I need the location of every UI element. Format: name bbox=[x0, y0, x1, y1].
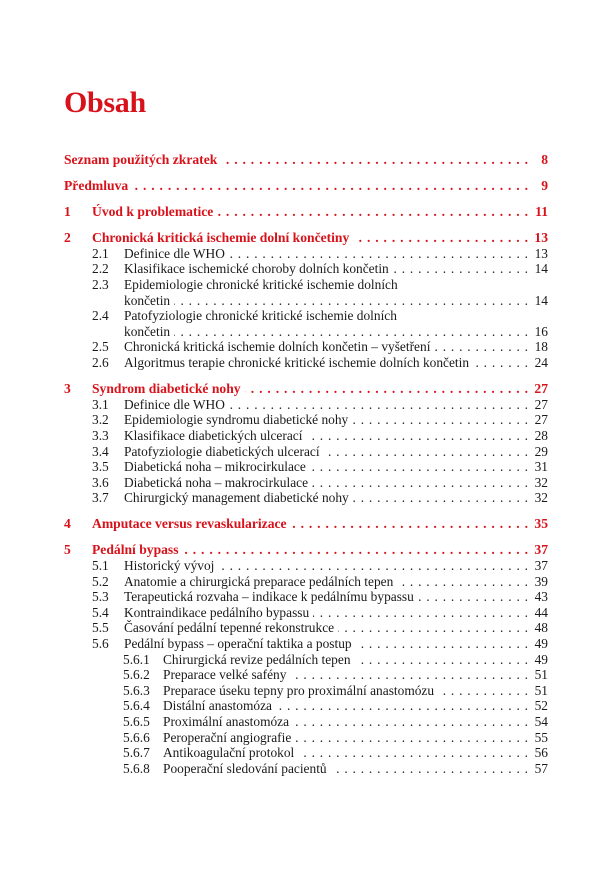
toc-entry-title: Chirurgická revize pedálních tepen bbox=[163, 651, 351, 667]
dot-leader bbox=[353, 230, 528, 246]
dot-leader bbox=[324, 444, 528, 460]
toc-page-number: 48 bbox=[534, 620, 548, 636]
section-number: 3.1 bbox=[92, 396, 109, 412]
toc-page-number: 35 bbox=[534, 516, 548, 532]
subsection-number: 5.6.4 bbox=[123, 698, 150, 714]
toc-page-number: 55 bbox=[534, 729, 548, 745]
toc-section[interactable] bbox=[64, 574, 548, 590]
dot-leader bbox=[229, 246, 528, 262]
toc-entry-title: Peroperační angiografie bbox=[163, 729, 292, 745]
toc-section-continuation[interactable] bbox=[64, 293, 548, 309]
toc-page-number: 57 bbox=[534, 760, 548, 776]
toc-page-number: 9 bbox=[541, 178, 548, 194]
dot-leader bbox=[310, 459, 528, 475]
toc-chapter[interactable] bbox=[64, 516, 548, 532]
toc-page-number: 27 bbox=[534, 412, 548, 428]
toc-entry-title: Patofyziologie diabetických ulcerací bbox=[124, 443, 320, 459]
toc-entry-title: Amputace versus revaskularizace bbox=[92, 516, 287, 532]
toc-page-number: 43 bbox=[534, 589, 548, 605]
chapter-number: 3 bbox=[64, 381, 71, 397]
toc-section[interactable] bbox=[64, 246, 548, 262]
section-number: 5.2 bbox=[92, 573, 109, 589]
toc-page-number: 49 bbox=[534, 651, 548, 667]
section-number: 2.4 bbox=[92, 308, 109, 324]
dot-leader bbox=[295, 730, 528, 746]
dot-leader bbox=[183, 542, 528, 558]
toc-page-number: 24 bbox=[534, 355, 548, 371]
page-title: Obsah bbox=[64, 86, 146, 119]
dot-leader bbox=[221, 152, 528, 168]
section-number: 3.2 bbox=[92, 412, 109, 428]
toc-entry-title: Úvod k problematice bbox=[92, 204, 214, 220]
toc-entry-title: Epidemiologie chronické kritické ischemie dolních bbox=[124, 277, 398, 293]
toc-page-number: 13 bbox=[534, 230, 548, 246]
toc-section[interactable] bbox=[64, 620, 548, 636]
dot-leader bbox=[352, 412, 528, 428]
dot-leader bbox=[434, 339, 528, 355]
dot-leader bbox=[218, 558, 528, 574]
dot-leader bbox=[356, 636, 528, 652]
dot-leader bbox=[276, 698, 528, 714]
dot-leader bbox=[174, 293, 528, 309]
toc-entry-title: Diabetická noha – mikrocirkulace bbox=[124, 459, 306, 475]
toc-page-number: 52 bbox=[534, 698, 548, 714]
toc-subsection[interactable] bbox=[64, 714, 548, 730]
toc-entry-title: Klasifikace ischemické choroby dolních končetin bbox=[124, 261, 389, 277]
toc-entry-title: Syndrom diabetické nohy bbox=[92, 381, 241, 397]
dot-leader bbox=[245, 381, 528, 397]
dot-leader bbox=[132, 178, 528, 194]
toc-entry-title: Pooperační sledování pacientů bbox=[163, 760, 327, 776]
subsection-number: 5.6.7 bbox=[123, 745, 150, 761]
dot-leader bbox=[313, 605, 528, 621]
section-number: 3.5 bbox=[92, 459, 109, 475]
dot-leader bbox=[353, 490, 528, 506]
toc-entry-title-continued: končetin bbox=[124, 292, 171, 308]
dot-leader bbox=[306, 428, 528, 444]
toc-entry-title: Kontraindikace pedálního bypassu bbox=[124, 604, 310, 620]
toc-entry-title: Pedální bypass bbox=[92, 542, 179, 558]
toc-page-number: 28 bbox=[534, 427, 548, 443]
toc-page-number: 54 bbox=[534, 714, 548, 729]
toc-section[interactable] bbox=[64, 558, 548, 574]
toc-subsection[interactable] bbox=[64, 698, 548, 714]
dot-leader bbox=[293, 714, 528, 730]
toc-section[interactable] bbox=[64, 339, 548, 355]
toc-entry-title: Definice dle WHO bbox=[124, 245, 225, 261]
dot-leader bbox=[338, 620, 528, 636]
toc-entry-title: Algoritmus terapie chronické kritické ischemie dolních končetin bbox=[124, 355, 470, 371]
subsection-number: 5.6.8 bbox=[123, 760, 150, 776]
chapter-number: 5 bbox=[64, 542, 71, 558]
toc-entry-title: Seznam použitých zkratek bbox=[64, 152, 218, 167]
toc-page-number: 51 bbox=[534, 667, 548, 683]
section-number: 5.3 bbox=[92, 589, 109, 605]
toc-section[interactable] bbox=[64, 412, 548, 428]
toc-entry-title: Chronická kritická ischemie dolních končetin – vyšetření bbox=[124, 339, 431, 355]
toc-section[interactable] bbox=[64, 444, 548, 460]
section-number: 2.1 bbox=[92, 245, 109, 261]
toc-entry-title: Předmluva bbox=[64, 178, 129, 194]
toc-page-number: 56 bbox=[534, 745, 548, 761]
toc-chapter[interactable] bbox=[64, 381, 548, 397]
toc-page-number: 27 bbox=[534, 381, 548, 397]
toc-entry-title: Klasifikace diabetických ulcerací bbox=[124, 427, 303, 443]
dot-leader bbox=[312, 475, 528, 491]
toc-page-number: 11 bbox=[535, 204, 548, 220]
dot-leader bbox=[291, 516, 528, 532]
toc-page-number: 8 bbox=[541, 152, 548, 167]
dot-leader bbox=[473, 355, 528, 371]
toc-entry-title: Preparace úseku tepny pro proximální anastomózu bbox=[163, 682, 435, 698]
section-number: 5.4 bbox=[92, 604, 109, 620]
section-number: 3.6 bbox=[92, 474, 109, 490]
section-number: 2.3 bbox=[92, 277, 109, 293]
toc-page-number: 31 bbox=[534, 459, 548, 475]
toc-entry-title: Preparace velké safény bbox=[163, 667, 287, 683]
toc-section[interactable] bbox=[64, 277, 548, 293]
toc-entry-title: Časování pedální tepenné rekonstrukce bbox=[124, 620, 335, 636]
section-number: 2.5 bbox=[92, 339, 109, 355]
toc-page-number: 32 bbox=[534, 490, 548, 506]
table-of-contents bbox=[64, 152, 548, 776]
section-number: 5.5 bbox=[92, 620, 109, 636]
toc-chapter[interactable] bbox=[64, 204, 548, 220]
toc-entry-title: Diabetická noha – makrocirkulace bbox=[124, 474, 309, 490]
subsection-number: 5.6.2 bbox=[123, 667, 150, 683]
toc-page-number: 51 bbox=[534, 682, 548, 698]
toc-page-number: 18 bbox=[534, 339, 548, 355]
toc-page-number: 27 bbox=[534, 396, 548, 412]
dot-leader bbox=[331, 761, 528, 777]
toc-subsection[interactable] bbox=[64, 652, 548, 668]
toc-page-number: 44 bbox=[534, 604, 548, 620]
toc-entry-title: Distální anastomóza bbox=[163, 698, 272, 714]
toc-page-number: 37 bbox=[534, 542, 548, 558]
toc-entry-title: Pedální bypass – operační taktika a postup bbox=[124, 636, 352, 652]
toc-entry-title: Chronická kritická ischemie dolní končetiny bbox=[92, 230, 350, 246]
subsection-number: 5.6.3 bbox=[123, 682, 150, 698]
dot-leader bbox=[229, 397, 528, 413]
toc-section-continuation[interactable] bbox=[64, 324, 548, 340]
toc-entry-title: Historický vývoj bbox=[124, 558, 215, 574]
toc-subsection[interactable] bbox=[64, 745, 548, 761]
toc-entry-title: Definice dle WHO bbox=[124, 396, 225, 412]
toc-section[interactable] bbox=[64, 459, 548, 475]
toc-entry-title: Patofyziologie chronické kritické ischemie dolních bbox=[124, 308, 397, 324]
toc-subsection[interactable] bbox=[64, 683, 548, 699]
toc-entry-title: Terapeutická rozvaha – indikace k pedálnímu bypassu bbox=[124, 589, 414, 605]
chapter-number: 1 bbox=[64, 204, 71, 220]
toc-section[interactable] bbox=[64, 636, 548, 652]
toc-subsection[interactable] bbox=[64, 761, 548, 777]
toc-section[interactable] bbox=[64, 261, 548, 277]
toc-section[interactable] bbox=[64, 397, 548, 413]
toc-section[interactable] bbox=[64, 605, 548, 621]
toc-section[interactable] bbox=[64, 589, 548, 605]
section-number: 3.4 bbox=[92, 443, 109, 459]
dot-leader bbox=[397, 574, 528, 590]
section-number: 2.6 bbox=[92, 355, 109, 371]
subsection-number: 5.6.6 bbox=[123, 729, 150, 745]
toc-section[interactable] bbox=[64, 355, 548, 371]
toc-chapter[interactable] bbox=[64, 230, 548, 246]
toc-chapter[interactable] bbox=[64, 542, 548, 558]
toc-page-number: 37 bbox=[534, 558, 548, 574]
toc-subsection[interactable] bbox=[64, 730, 548, 746]
toc-entry-title-continued: končetin bbox=[124, 323, 171, 339]
subsection-number: 5.6.1 bbox=[123, 651, 150, 667]
section-number: 5.6 bbox=[92, 636, 109, 652]
toc-section[interactable] bbox=[64, 308, 548, 324]
toc-page-number: 39 bbox=[534, 573, 548, 589]
dot-leader bbox=[355, 652, 528, 668]
toc-section[interactable] bbox=[64, 475, 548, 491]
toc-page-number: 49 bbox=[534, 636, 548, 652]
dot-leader bbox=[290, 667, 528, 683]
toc-page-number: 29 bbox=[534, 443, 548, 459]
toc-entry-title: Epidemiologie syndromu diabetické nohy bbox=[124, 412, 349, 428]
chapter-number: 2 bbox=[64, 230, 71, 246]
toc-page-number: 16 bbox=[534, 323, 548, 339]
toc-section[interactable] bbox=[64, 428, 548, 444]
dot-leader bbox=[438, 683, 528, 699]
dot-leader bbox=[298, 745, 528, 761]
section-number: 3.7 bbox=[92, 490, 109, 506]
toc-section[interactable] bbox=[64, 490, 548, 506]
toc-entry-title: Antikoagulační protokol bbox=[163, 745, 295, 761]
toc-entry-title: Chirurgický management diabetické nohy bbox=[124, 490, 349, 506]
dot-leader bbox=[418, 589, 528, 605]
toc-entry-abbreviations[interactable] bbox=[64, 152, 548, 168]
toc-page-number: 32 bbox=[534, 474, 548, 490]
toc-entry-preface[interactable] bbox=[64, 178, 548, 194]
toc-page-number: 14 bbox=[534, 292, 548, 308]
toc-entry-title: Anatomie a chirurgická preparace pedálních tepen bbox=[124, 573, 394, 589]
toc-entry-title: Proximální anastomóza bbox=[163, 714, 290, 729]
toc-page-number: 13 bbox=[534, 245, 548, 261]
subsection-number: 5.6.5 bbox=[123, 714, 150, 729]
section-number: 3.3 bbox=[92, 427, 109, 443]
chapter-number: 4 bbox=[64, 516, 71, 532]
dot-leader bbox=[217, 204, 528, 220]
section-number: 5.1 bbox=[92, 558, 109, 574]
toc-page-number: 14 bbox=[534, 261, 548, 277]
dot-leader bbox=[393, 261, 528, 277]
toc-subsection[interactable] bbox=[64, 667, 548, 683]
section-number: 2.2 bbox=[92, 261, 109, 277]
dot-leader bbox=[174, 324, 528, 340]
